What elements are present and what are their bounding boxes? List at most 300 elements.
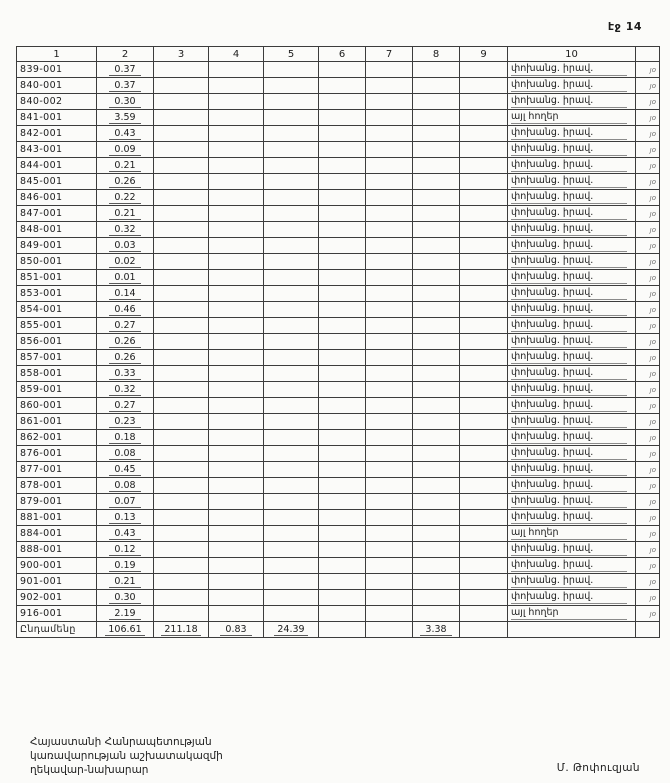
- empty-cell: [264, 510, 319, 526]
- empty-cell: [413, 206, 460, 222]
- area-value: [97, 478, 154, 494]
- value-text: 0.30: [109, 592, 141, 604]
- empty-cell: [209, 238, 264, 254]
- empty-cell: [209, 382, 264, 398]
- empty-cell: [460, 206, 508, 222]
- empty-cell: [209, 78, 264, 94]
- empty-cell: [413, 606, 460, 622]
- area-value: [97, 238, 154, 254]
- row-id: 855-001: [17, 318, 97, 334]
- value-text: 0.18: [109, 432, 141, 444]
- margin-mark: յօ: [636, 286, 660, 302]
- empty-cell: [264, 302, 319, 318]
- note-cell: [508, 414, 636, 430]
- column-header: 6: [319, 47, 366, 62]
- note-text: փոխանց. իրավ.: [511, 351, 627, 364]
- area-value: [97, 526, 154, 542]
- column-header: 3: [154, 47, 209, 62]
- row-id: 844-001: [17, 158, 97, 174]
- row-id: 853-001: [17, 286, 97, 302]
- note-text: փոխանց. իրավ.: [511, 479, 627, 492]
- total-value: [209, 622, 264, 638]
- empty-cell: [264, 126, 319, 142]
- row-id: 877-001: [17, 462, 97, 478]
- empty-cell: [154, 142, 209, 158]
- empty-cell: [366, 606, 413, 622]
- row-id: 840-001: [17, 78, 97, 94]
- note-text: փոխանց. իրավ.: [511, 543, 627, 556]
- empty-cell: [154, 430, 209, 446]
- empty-cell: [154, 238, 209, 254]
- table-row: [17, 110, 660, 126]
- total-value: [264, 622, 319, 638]
- empty-cell: [209, 286, 264, 302]
- area-value: [97, 222, 154, 238]
- empty-cell: [154, 542, 209, 558]
- value-text: 0.27: [109, 400, 141, 412]
- empty-cell: [209, 270, 264, 286]
- empty-cell: [413, 190, 460, 206]
- table-row: [17, 446, 660, 462]
- row-id: 846-001: [17, 190, 97, 206]
- value-text: 0.46: [109, 304, 141, 316]
- empty-cell: [264, 190, 319, 206]
- total-value: [154, 622, 209, 638]
- empty-cell: [264, 574, 319, 590]
- value-text: 0.26: [109, 336, 141, 348]
- empty-cell: [154, 174, 209, 190]
- margin-mark: յօ: [636, 590, 660, 606]
- value-text: 0.13: [109, 512, 141, 524]
- empty-cell: [366, 478, 413, 494]
- note-text: փոխանց. իրավ.: [511, 367, 627, 380]
- empty-cell: [460, 430, 508, 446]
- empty-cell: [366, 334, 413, 350]
- empty-cell: [264, 222, 319, 238]
- empty-cell: [264, 334, 319, 350]
- empty-cell: [413, 414, 460, 430]
- margin-mark: յօ: [636, 350, 660, 366]
- empty-cell: [366, 318, 413, 334]
- value-text: 0.32: [109, 224, 141, 236]
- empty-cell: [319, 542, 366, 558]
- empty-cell: [319, 334, 366, 350]
- empty-cell: [366, 510, 413, 526]
- margin-mark: յօ: [636, 222, 660, 238]
- row-id: 843-001: [17, 142, 97, 158]
- empty-cell: [319, 78, 366, 94]
- note-cell: [508, 142, 636, 158]
- empty-cell: [154, 446, 209, 462]
- empty-cell: [460, 590, 508, 606]
- empty-cell: [366, 78, 413, 94]
- empty-cell: [154, 62, 209, 78]
- empty-cell: [413, 574, 460, 590]
- empty-cell: [209, 366, 264, 382]
- note-text: փոխանց. իրավ.: [511, 191, 627, 204]
- empty-cell: [366, 558, 413, 574]
- signatory-title: [30, 735, 223, 777]
- note-text: փոխանց. իրավ.: [511, 383, 627, 396]
- margin-mark: [636, 47, 660, 62]
- table-row: [17, 414, 660, 430]
- empty-cell: [366, 158, 413, 174]
- note-cell: [508, 350, 636, 366]
- area-value: [97, 206, 154, 222]
- empty-cell: [460, 478, 508, 494]
- empty-cell: [413, 318, 460, 334]
- area-value: [97, 318, 154, 334]
- column-header: 5: [264, 47, 319, 62]
- row-id: 878-001: [17, 478, 97, 494]
- note-text: փոխանց. իրավ.: [511, 431, 627, 444]
- note-text: փոխանց. իրավ.: [511, 559, 627, 572]
- note-text: փոխանց. իրավ.: [511, 223, 627, 236]
- row-id: 859-001: [17, 382, 97, 398]
- empty-cell: [460, 190, 508, 206]
- margin-mark: յօ: [636, 414, 660, 430]
- empty-cell: [319, 174, 366, 190]
- empty-cell: [460, 526, 508, 542]
- column-header: 4: [209, 47, 264, 62]
- area-value: [97, 398, 154, 414]
- total-label: Ընդամենը: [17, 622, 97, 638]
- empty-cell: [264, 382, 319, 398]
- empty-cell: [319, 350, 366, 366]
- table-row: [17, 398, 660, 414]
- row-id: 881-001: [17, 510, 97, 526]
- empty-cell: [209, 318, 264, 334]
- margin-mark: յօ: [636, 126, 660, 142]
- note-cell: [508, 158, 636, 174]
- note-cell: [508, 622, 636, 638]
- table-row: [17, 254, 660, 270]
- area-value: [97, 462, 154, 478]
- empty-cell: [460, 510, 508, 526]
- empty-cell: [319, 190, 366, 206]
- area-value: [97, 366, 154, 382]
- table-row: [17, 558, 660, 574]
- margin-mark: յօ: [636, 366, 660, 382]
- empty-cell: [460, 542, 508, 558]
- margin-mark: յօ: [636, 478, 660, 494]
- empty-cell: [460, 286, 508, 302]
- empty-cell: [460, 334, 508, 350]
- note-cell: [508, 62, 636, 78]
- table-row: [17, 62, 660, 78]
- page-number: էջ 14: [607, 20, 642, 33]
- value-text: 0.14: [109, 288, 141, 300]
- note-text: փոխանց. իրավ.: [511, 447, 627, 460]
- empty-cell: [413, 334, 460, 350]
- empty-cell: [264, 270, 319, 286]
- area-value: [97, 62, 154, 78]
- empty-cell: [413, 78, 460, 94]
- empty-cell: [366, 350, 413, 366]
- empty-cell: [319, 286, 366, 302]
- empty-cell: [154, 222, 209, 238]
- margin-mark: յօ: [636, 78, 660, 94]
- empty-cell: [209, 302, 264, 318]
- note-cell: [508, 446, 636, 462]
- margin-mark: յօ: [636, 526, 660, 542]
- empty-cell: [413, 142, 460, 158]
- empty-cell: [413, 382, 460, 398]
- empty-cell: [413, 126, 460, 142]
- empty-cell: [209, 526, 264, 542]
- empty-cell: [460, 126, 508, 142]
- area-value: [97, 158, 154, 174]
- table-row: [17, 526, 660, 542]
- margin-mark: յօ: [636, 206, 660, 222]
- value-text: 0.43: [109, 128, 141, 140]
- value-text: 3.38: [420, 624, 452, 636]
- empty-cell: [460, 302, 508, 318]
- note-cell: [508, 590, 636, 606]
- row-id: 916-001: [17, 606, 97, 622]
- note-text: փոխանց. իրավ.: [511, 575, 627, 588]
- empty-cell: [413, 526, 460, 542]
- empty-cell: [366, 382, 413, 398]
- value-text: 0.21: [109, 208, 141, 220]
- empty-cell: [319, 270, 366, 286]
- empty-cell: [460, 414, 508, 430]
- table-row: [17, 78, 660, 94]
- table-row: [17, 350, 660, 366]
- empty-cell: [413, 302, 460, 318]
- empty-cell: [366, 286, 413, 302]
- row-id: 839-001: [17, 62, 97, 78]
- empty-cell: [154, 414, 209, 430]
- row-id: 879-001: [17, 494, 97, 510]
- empty-cell: [154, 190, 209, 206]
- note-cell: [508, 238, 636, 254]
- total-value: [366, 622, 413, 638]
- empty-cell: [154, 94, 209, 110]
- empty-cell: [319, 254, 366, 270]
- empty-cell: [319, 94, 366, 110]
- empty-cell: [413, 430, 460, 446]
- empty-cell: [264, 414, 319, 430]
- empty-cell: [413, 494, 460, 510]
- empty-cell: [460, 158, 508, 174]
- total-row: [17, 622, 660, 638]
- empty-cell: [209, 606, 264, 622]
- note-cell: [508, 302, 636, 318]
- empty-cell: [366, 302, 413, 318]
- value-text: 0.26: [109, 352, 141, 364]
- area-value: [97, 190, 154, 206]
- empty-cell: [319, 606, 366, 622]
- row-id: 854-001: [17, 302, 97, 318]
- margin-mark: յօ: [636, 510, 660, 526]
- note-text: փոխանց. իրավ.: [511, 495, 627, 508]
- area-value: [97, 574, 154, 590]
- value-text: 0.32: [109, 384, 141, 396]
- table-row: [17, 478, 660, 494]
- empty-cell: [209, 158, 264, 174]
- note-cell: [508, 558, 636, 574]
- value-text: 0.33: [109, 368, 141, 380]
- empty-cell: [264, 318, 319, 334]
- table-row: [17, 542, 660, 558]
- empty-cell: [413, 254, 460, 270]
- empty-cell: [264, 238, 319, 254]
- empty-cell: [154, 382, 209, 398]
- empty-cell: [154, 366, 209, 382]
- value-text: 106.61: [105, 624, 144, 636]
- note-cell: [508, 174, 636, 190]
- row-id: 842-001: [17, 126, 97, 142]
- empty-cell: [264, 78, 319, 94]
- note-text: փոխանց. իրավ.: [511, 399, 627, 412]
- note-text: այլ հողեր: [511, 111, 627, 124]
- empty-cell: [366, 62, 413, 78]
- value-text: 0.45: [109, 464, 141, 476]
- note-cell: [508, 398, 636, 414]
- empty-cell: [366, 494, 413, 510]
- empty-cell: [264, 398, 319, 414]
- note-cell: [508, 286, 636, 302]
- empty-cell: [319, 574, 366, 590]
- footer-line-3: ղեկավար-նախարար: [30, 764, 149, 776]
- area-value: [97, 350, 154, 366]
- area-value: [97, 94, 154, 110]
- note-cell: [508, 366, 636, 382]
- value-text: 0.21: [109, 576, 141, 588]
- empty-cell: [264, 110, 319, 126]
- row-id: 888-001: [17, 542, 97, 558]
- empty-cell: [154, 286, 209, 302]
- area-value: [97, 142, 154, 158]
- margin-mark: յօ: [636, 446, 660, 462]
- empty-cell: [366, 254, 413, 270]
- empty-cell: [209, 94, 264, 110]
- row-id: 849-001: [17, 238, 97, 254]
- note-text: փոխանց. իրավ.: [511, 239, 627, 252]
- empty-cell: [460, 446, 508, 462]
- margin-mark: յօ: [636, 318, 660, 334]
- empty-cell: [460, 382, 508, 398]
- value-text: 211.18: [161, 624, 200, 636]
- empty-cell: [154, 206, 209, 222]
- empty-cell: [366, 174, 413, 190]
- margin-mark: յօ: [636, 382, 660, 398]
- empty-cell: [264, 366, 319, 382]
- empty-cell: [154, 398, 209, 414]
- empty-cell: [366, 270, 413, 286]
- footer: [30, 735, 640, 777]
- row-id: 845-001: [17, 174, 97, 190]
- column-header: 7: [366, 47, 413, 62]
- note-text: փոխանց. իրավ.: [511, 63, 627, 76]
- table-row: [17, 334, 660, 350]
- note-text: փոխանց. իրավ.: [511, 255, 627, 268]
- row-id: 902-001: [17, 590, 97, 606]
- note-text: փոխանց. իրավ.: [511, 207, 627, 220]
- table-row: [17, 190, 660, 206]
- empty-cell: [154, 110, 209, 126]
- row-id: 860-001: [17, 398, 97, 414]
- empty-cell: [366, 590, 413, 606]
- row-id: 858-001: [17, 366, 97, 382]
- empty-cell: [366, 238, 413, 254]
- note-cell: [508, 606, 636, 622]
- empty-cell: [154, 334, 209, 350]
- empty-cell: [154, 350, 209, 366]
- row-id: 857-001: [17, 350, 97, 366]
- empty-cell: [413, 590, 460, 606]
- empty-cell: [319, 398, 366, 414]
- note-cell: [508, 206, 636, 222]
- empty-cell: [154, 126, 209, 142]
- empty-cell: [154, 254, 209, 270]
- note-cell: [508, 222, 636, 238]
- area-value: [97, 334, 154, 350]
- empty-cell: [209, 590, 264, 606]
- note-text: փոխանց. իրավ.: [511, 463, 627, 476]
- empty-cell: [366, 206, 413, 222]
- empty-cell: [413, 286, 460, 302]
- empty-cell: [209, 62, 264, 78]
- empty-cell: [264, 206, 319, 222]
- empty-cell: [209, 254, 264, 270]
- column-header: 9: [460, 47, 508, 62]
- empty-cell: [264, 542, 319, 558]
- empty-cell: [319, 126, 366, 142]
- empty-cell: [319, 142, 366, 158]
- value-text: 0.08: [109, 448, 141, 460]
- note-text: փոխանց. իրավ.: [511, 303, 627, 316]
- note-cell: [508, 526, 636, 542]
- row-id: 847-001: [17, 206, 97, 222]
- note-text: փոխանց. իրավ.: [511, 287, 627, 300]
- empty-cell: [413, 350, 460, 366]
- table-row: [17, 94, 660, 110]
- empty-cell: [366, 94, 413, 110]
- margin-mark: յօ: [636, 558, 660, 574]
- note-cell: [508, 430, 636, 446]
- footer-line-1: Հայաստանի Հանրապետության: [30, 736, 212, 748]
- empty-cell: [154, 510, 209, 526]
- table-row: [17, 238, 660, 254]
- margin-mark: յօ: [636, 254, 660, 270]
- note-cell: [508, 110, 636, 126]
- empty-cell: [460, 110, 508, 126]
- value-text: 0.22: [109, 192, 141, 204]
- margin-mark: յօ: [636, 62, 660, 78]
- table-row: [17, 158, 660, 174]
- empty-cell: [264, 174, 319, 190]
- value-text: 0.02: [109, 256, 141, 268]
- area-value: [97, 606, 154, 622]
- empty-cell: [209, 126, 264, 142]
- empty-cell: [209, 446, 264, 462]
- empty-cell: [209, 174, 264, 190]
- area-value: [97, 590, 154, 606]
- note-cell: [508, 318, 636, 334]
- margin-mark: [636, 622, 660, 638]
- empty-cell: [460, 238, 508, 254]
- note-text: փոխանց. իրավ.: [511, 271, 627, 284]
- empty-cell: [264, 62, 319, 78]
- row-id: 856-001: [17, 334, 97, 350]
- note-text: փոխանց. իրավ.: [511, 143, 627, 156]
- value-text: 0.03: [109, 240, 141, 252]
- empty-cell: [366, 366, 413, 382]
- margin-mark: յօ: [636, 174, 660, 190]
- empty-cell: [264, 286, 319, 302]
